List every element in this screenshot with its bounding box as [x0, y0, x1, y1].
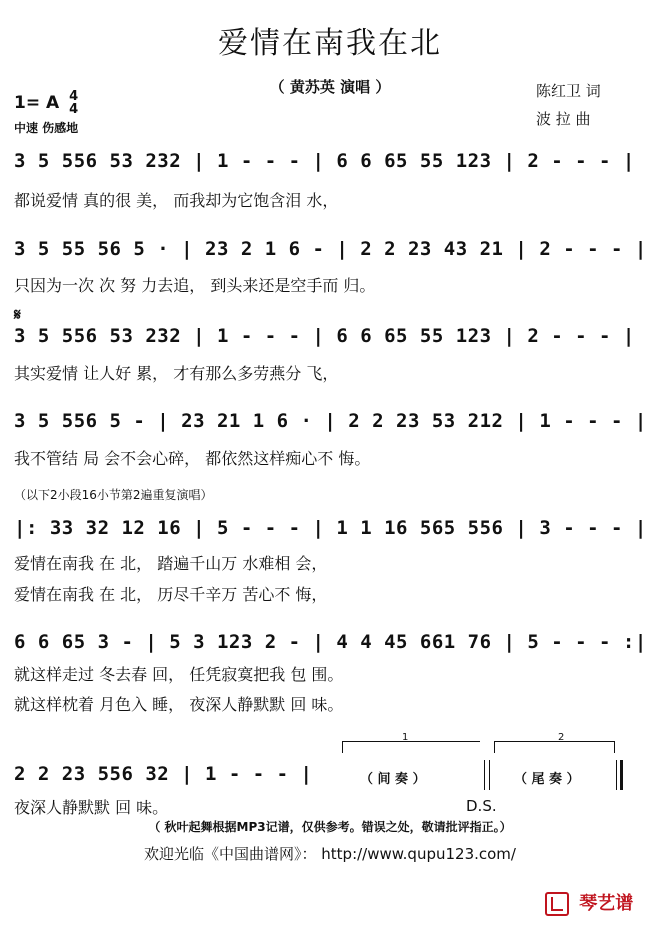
volta-barline-b — [489, 760, 490, 790]
key-label: 1= A — [14, 93, 60, 113]
ds-marking: D.S. — [466, 797, 497, 815]
lyric-row-2: 只因为一次 次 努 力去追， 到头来还是空手而 归。 — [14, 276, 376, 295]
volta-2-number: 2 — [558, 732, 565, 743]
notation-row-2: 3 5 55 56 5 · | 23 2 1 6 - | 2 2 23 43 21 | 2 - - - | — [14, 238, 647, 260]
lyric-row-6a: 就这样走过 冬去春 回， 任凭寂寞把我 包 围。 — [14, 665, 344, 684]
lyric-row-7: 夜深人静默默 回 味。 — [14, 798, 169, 817]
notation-row-4: 3 5 556 5 - | 23 21 1 6 · | 2 2 23 53 212 | 1 - - - | — [14, 410, 647, 432]
key-signature — [14, 90, 78, 116]
time-sig-top: 4 — [69, 89, 79, 104]
lyricist-credit: 陈红卫 词 — [536, 82, 601, 100]
final-barline-a — [616, 760, 617, 790]
composer-credit: 波 拉 曲 — [536, 110, 591, 128]
footer-site[interactable]: 欢迎光临《中国曲谱网》： http://www.qupu123.com/ — [144, 845, 516, 863]
lyric-row-1: 都说爱情 真的很 美， 而我却为它饱含泪 水， — [14, 191, 339, 210]
segno-sign: 𝄋 — [14, 305, 21, 324]
notation-row-7: 2 2 23 556 32 | 1 - - - | — [14, 763, 313, 785]
notation-row-3: 3 5 556 53 232 | 1 - - - | 6 6 65 55 123 | 2 - - - | — [14, 325, 635, 347]
lyric-row-4: 我不管结 局 会不会心碎， 都依然这样痴心不 悔。 — [14, 449, 371, 468]
volta-2-left-edge — [494, 741, 495, 753]
outro-label: （ 尾 奏 ） — [514, 772, 580, 787]
logo-icon — [545, 892, 569, 916]
footer-note: （ 秋叶起舞根据MP3记谱，仅供参考。错误之处，敬请批评指正。） — [148, 820, 512, 834]
time-signature — [69, 90, 78, 116]
tempo-marking: 中速 伤感地 — [14, 121, 79, 135]
interlude-label: （ 间 奏 ） — [360, 772, 426, 787]
notation-row-1: 3 5 556 53 232 | 1 - - - | 6 6 65 55 123 | 2 - - - | — [14, 150, 635, 172]
volta-2-right-edge — [614, 741, 615, 753]
page-title: 爱情在南我在北 — [218, 26, 442, 61]
repeat-note: （以下2小段16小节第2遍重复演唱） — [14, 488, 213, 502]
lyric-row-5a: 爱情在南我 在 北， 踏遍千山万 水难相 会， — [14, 554, 328, 573]
volta-1-bracket — [342, 741, 480, 742]
lyric-row-6b: 就这样枕着 月色入 睡， 夜深人静默默 回 味。 — [14, 695, 344, 714]
volta-2-bracket — [494, 741, 614, 742]
final-barline-b — [620, 760, 623, 790]
volta-1-number: 1 — [402, 732, 409, 743]
volta-barline-a — [484, 760, 485, 790]
lyric-row-5b: 爱情在南我 在 北， 历尽千辛万 苦心不 悔， — [14, 585, 328, 604]
singer-line: （ 黄苏英 演唱 ） — [269, 78, 391, 96]
notation-row-5: |: 33 32 12 16 | 5 - - - | 1 1 16 565 556 | 3 - - - | — [14, 517, 647, 539]
time-sig-bottom: 4 — [69, 102, 79, 117]
logo-text: 琴艺谱 — [579, 893, 634, 914]
site-logo — [545, 889, 633, 916]
volta-1-left-edge — [342, 741, 343, 753]
lyric-row-3: 其实爱情 让人好 累， 才有那么多劳燕分 飞， — [14, 364, 339, 383]
notation-row-6: 6 6 65 3 - | 5 3 123 2 - | 4 4 45 661 76 | 5 - - - :| — [14, 631, 647, 653]
